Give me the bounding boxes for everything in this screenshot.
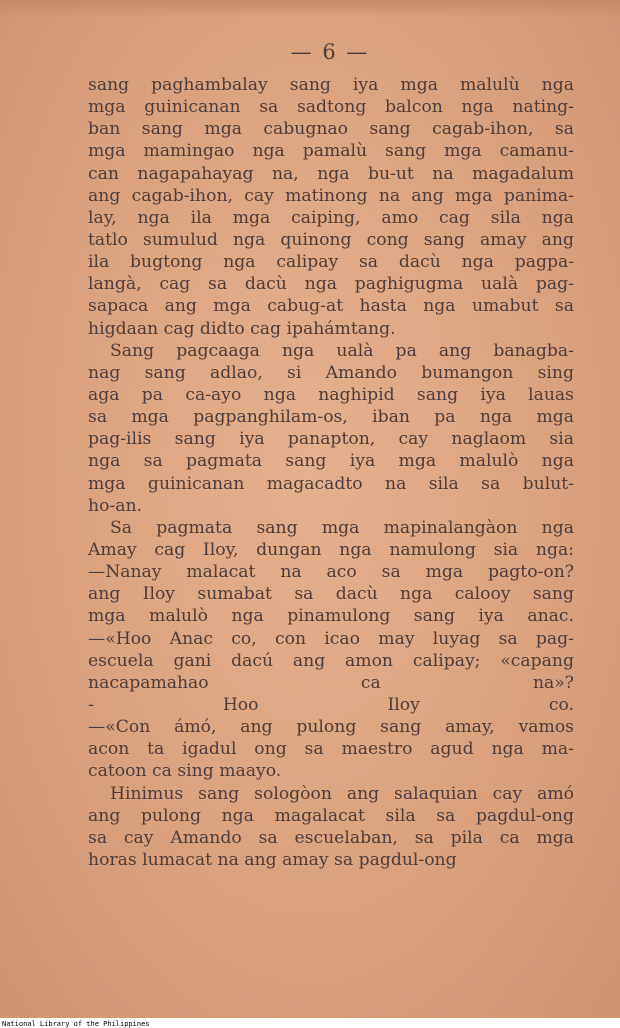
- paragraph: [88, 74, 574, 340]
- text-line: Amay cag Iloy, dungan nga namulong sia nga:: [88, 539, 574, 560]
- text-line: Hinimus sang sologòon ang salaquian cay amó: [110, 783, 574, 804]
- paragraph: [88, 517, 574, 783]
- text-line: Sang pagcaaga nga ualà pa ang banagba-: [110, 340, 574, 361]
- text-line: mga malulò nga pinamulong sang iya anac.: [88, 606, 574, 627]
- text-line: ban sang mga cabugnao sang cagab-ihon, sa: [88, 119, 574, 140]
- page-number: — 6 —: [290, 40, 370, 64]
- text-line: mga guinicanan sa sadtong balcon nga nating-: [88, 97, 574, 118]
- text-line: mga mamingao nga pamalù sang mga camanu-: [88, 141, 574, 162]
- text-line: tatlo sumulud nga quinong cong sang amay ang: [88, 229, 574, 250]
- text-line: acon ta igadul ong sa maestro agud nga ma-: [88, 739, 574, 760]
- text-line: aga pa ca-ayo nga naghipid sang iya lauas: [88, 384, 574, 405]
- text-line: langà, cag sa dacù nga paghigugma ualà pag-: [88, 274, 574, 295]
- text-line: mga guinicanan magacadto na sila sa bulut-: [88, 473, 574, 494]
- text-line: ho-an.: [88, 495, 143, 516]
- text-line: nacapamahao ca na»?: [88, 672, 574, 693]
- text-line: escuela gani dacú ang amon calipay; «capang: [88, 650, 574, 671]
- paragraph: [88, 340, 574, 517]
- text-line: lay, nga ila mga caiping, amo cag sila nga: [88, 207, 574, 228]
- text-line: —«Con ámó, ang pulong sang amay, vamos: [88, 717, 574, 738]
- text-line: sa cay Amando sa escuelaban, sa pila ca mga: [88, 827, 574, 848]
- text-line: nga sa pagmata sang iya mga malulò nga: [88, 451, 574, 472]
- text-line: horas lumacat na ang amay sa pagdul-ong: [88, 849, 457, 870]
- text-line: ila bugtong nga calipay sa dacù nga pagpa-: [88, 252, 574, 273]
- text-line: —«Hoo Anac co, con icao may luyag sa pag-: [88, 628, 574, 649]
- text-line: pag-ilis sang iya panapton, cay naglaom sia: [88, 429, 574, 450]
- text-line: can nagapahayag na, nga bu-ut na magadalum: [88, 163, 574, 184]
- text-line: catoon ca sing maayo.: [88, 761, 282, 782]
- text-line: nag sang adlao, si Amando bumangon sing: [88, 362, 574, 383]
- text-line: sang paghambalay sang iya mga malulù nga: [88, 75, 574, 95]
- text-line: sapaca ang mga cabug-at hasta nga umabut sa: [88, 296, 574, 317]
- library-credit: National Library of the Philippines: [2, 1020, 150, 1028]
- body-text: [88, 74, 574, 871]
- text-line: Sa pagmata sang mga mapinalangàon nga: [110, 517, 574, 538]
- text-line: - Hoo Iloy co.: [88, 694, 574, 715]
- text-line: ang Iloy sumabat sa dacù nga calooy sang: [88, 584, 574, 605]
- text-line: higdaan cag didto cag ipahámtang.: [88, 318, 396, 339]
- text-line: ang pulong nga magalacat sila sa pagdul-ong: [88, 805, 574, 826]
- text-line: sa mga pagpanghilam-os, iban pa nga mga: [88, 407, 574, 428]
- text-line: —Nanay malacat na aco sa mga pagto-on?: [88, 562, 574, 583]
- paragraph: [88, 783, 574, 872]
- text-line: ang cagab-ihon, cay matinong na ang mga panima-: [88, 185, 574, 206]
